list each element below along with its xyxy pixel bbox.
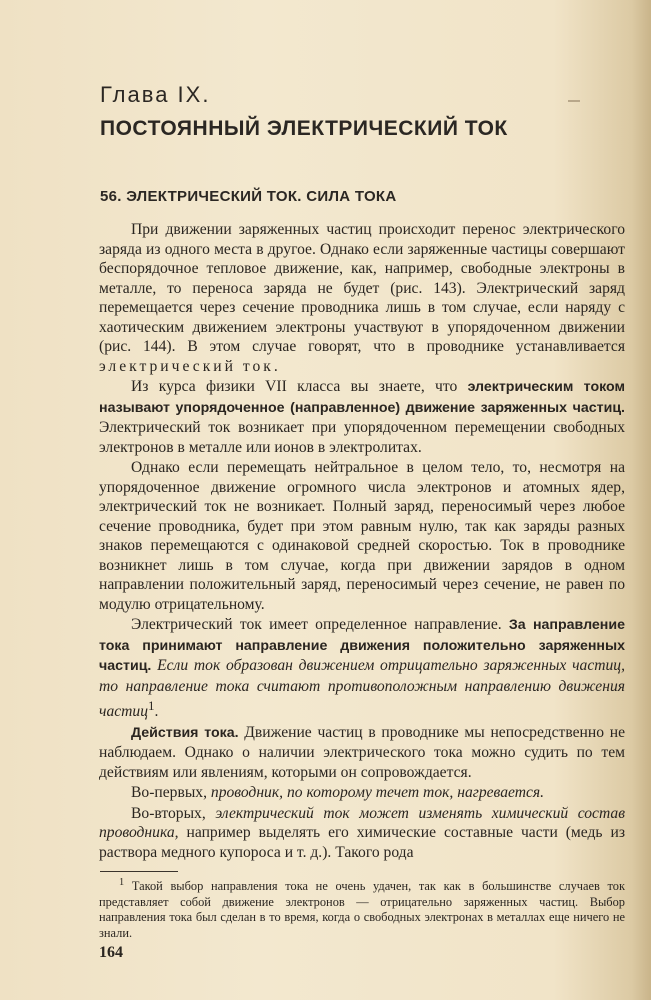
chapter-label: Глава IX. <box>100 82 211 107</box>
paragraph-3: Однако если перемещать нейтральное в целом тело, то, несмотря на упорядоченное движение огромного числа электронов и атомных ядер, электрический ток не возникает. Полный заряд, переносимый через любое сечение проводника, будет при этом равным нулю, так как заряды разных знаков перемещаются с одинаковой средней скоростью. Ток в проводнике возникнет лишь в том случае, когда при движении зарядов в одном направлении положительный заряд, переносимый через сечение, не равен по модулю отрицательному. <box>99 459 625 613</box>
paragraph-text: например выделять его химические составные части (медь из раствора медного купороса и т. д.). Такого рода <box>99 824 625 861</box>
paragraph-text: Движение частиц в проводнике мы непосредственно не наблюдаем. Однако о наличии электрического тока можно судить по тем действиям или явлениям, которыми он сопровождается. <box>99 723 625 781</box>
paragraph-text: Во-первых, <box>131 784 211 802</box>
definition-bold: За направление тока принимают направление движения положительно заряженных частиц. <box>99 617 625 674</box>
definition-bold: электрическим током называют упорядоченное (направленное) движение заряженных частиц. <box>99 379 625 416</box>
footnote-divider <box>100 871 178 872</box>
footnote-paragraph <box>99 875 625 941</box>
statement-italic: проводник, по которому течет ток, нагревается. <box>210 784 545 802</box>
paragraph-2 <box>99 377 625 457</box>
footnote <box>99 875 625 941</box>
term-spaced: электрический ток. <box>99 357 281 375</box>
paragraph-text: Электрический ток возникает при упорядоченном перемещении свободных электронов в металле или ионов в электролитах. <box>99 419 625 456</box>
chapter-title: ПОСТОЯННЫЙ ЭЛЕКТРИЧЕСКИЙ ТОК <box>100 117 508 140</box>
footnote-text: Такой выбор направления тока не очень удачен, так как в большинстве случаев ток представляет собой движение электронов — отрицательно заряженных частиц. Выбор направления тока был сделан в то время, когда о свободных электронах в металлах еще ничего не знали. <box>99 879 625 940</box>
paragraph-text: . <box>154 703 159 721</box>
paragraph-text: Во-вторых, <box>131 804 216 822</box>
body-text <box>99 220 625 863</box>
section-title: 56. ЭЛЕКТРИЧЕСКИЙ ТОК. СИЛА ТОКА <box>100 188 397 205</box>
paragraph-7 <box>99 804 625 863</box>
paragraph-1 <box>99 220 625 376</box>
paragraph-text: Электрический ток имеет определенное направление. <box>131 616 509 633</box>
rule-italic: Если ток образован движением отрицательно заряженных частиц, то направление тока считают противоположным направлению движения частиц <box>99 657 625 721</box>
paragraph-text: Из курса физики VII класса вы знаете, что <box>131 378 468 395</box>
footnote-mark: 1 <box>119 877 125 888</box>
paragraph-6 <box>99 783 625 803</box>
statement-italic: электрический ток может изменять химический состав проводника, <box>99 804 625 842</box>
subheading-bold: Действия тока. <box>131 724 239 741</box>
footnote-ref[interactable]: 1 <box>148 698 155 713</box>
page-number: 164 <box>99 944 123 961</box>
scan-artifact <box>568 100 580 102</box>
paragraph-text: При движении заряженных частиц происходит перенос электрического заряда из одного места в другое. Однако если заряженные частицы совершают беспорядочное тепловое движение, как, например, свободные электроны в металле, то переноса заряда не будет (рис. 143). Электрический заряд перемещается через сечение проводника лишь в том случае, если наряду с хаотическим движением электроны участвуют в упорядоченном движении (рис. 144). В этом случае говорят, что в проводнике устанавливается <box>99 221 625 355</box>
paragraph-4 <box>99 615 625 722</box>
paragraph-5 <box>99 723 625 783</box>
